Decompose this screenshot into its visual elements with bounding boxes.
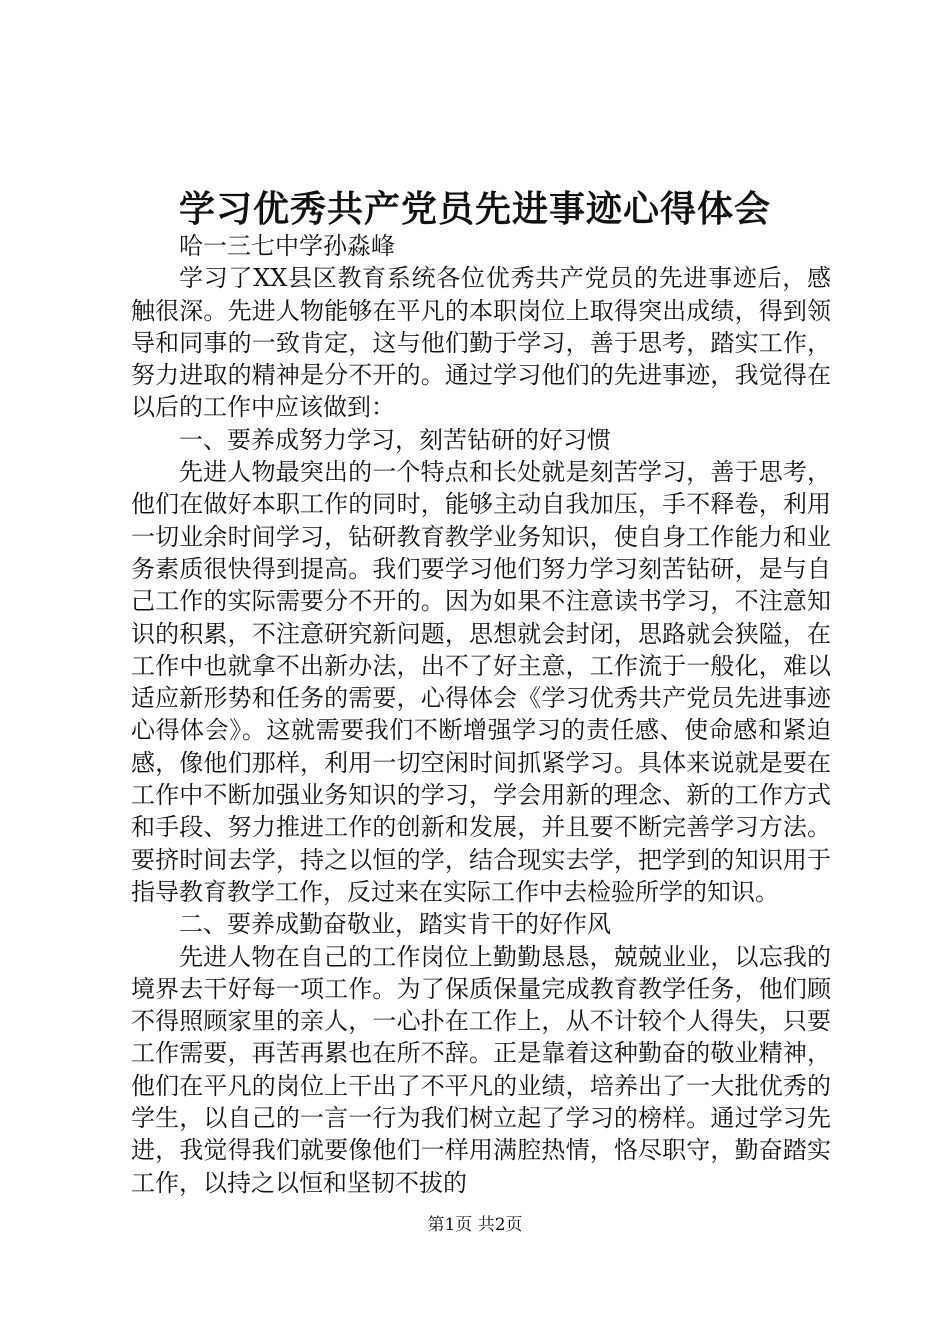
author-line: 哈一三七中学孙淼峰	[179, 232, 395, 260]
section-heading-1: 一、要养成努力学习，刻苦钻研的好习惯	[179, 425, 611, 454]
document-title: 学习优秀共产党员先进事迹心得体会	[178, 188, 771, 230]
intro-paragraph: 学习了XX县区教育系统各位优秀共产党员的先进事迹后，感触很深。先进人物能够在平凡的本职岗位上取得突出成绩，得到领导和同事的一致肯定，这与他们勤于学习，善于思考，踏实工作，努力进取的精神是分不开的。通过学习他们的先进事迹，我觉得在以后的工作中应该做到：	[131, 264, 831, 422]
section-1-paragraph: 先进人物最突出的一个特点和长处就是刻苦学习，善于思考，他们在做好本职工作的同时，能够主动自我加压，手不释卷，利用一切业余时间学习，钻研教育教学业务知识，使自身工作能力和业务素质很快得到提高。我们要学习他们努力学习刻苦钻研，是与自己工作的实际需要分不开的。因为如果不注意读书学习，不注意知识的积累，不注意研究新问题，思想就会封闭，思路就会狭隘，在工作中也就拿不出新办法，出不了好主意，工作流于一般化，难以适应新形势和任务的需要，心得体会《学习优秀共产党员先进事迹心得体会》。这就需要我们不断增强学习的责任感、使命感和紧迫感，像他们那样，利用一切空闲时间抓紧学习。具体来说就是要在工作中不断加强业务知识的学习，学会用新的理念、新的工作方式和手段、努力推进工作的创新和发展，并且要不断完善学习方法。要挤时间去学，持之以恒的学，结合现实去学，把学到的知识用于指导教育教学工作，反过来在实际工作中去检验所学的知识。	[131, 458, 831, 906]
section-2-paragraph: 先进人物在自己的工作岗位上勤勤恳恳，兢兢业业，以忘我的境界去干好每一项工作。为了保质保量完成教育教学任务，他们顾不得照顾家里的亲人，一心扑在工作上，从不计较个人得失，只要工作需要，再苦再累也在所不辞。正是靠着这种勤奋的敬业精神，他们在平凡的岗位上干出了不平凡的业绩，培养出了一大批优秀的学生，以自己的一言一行为我们树立起了学习的榜样。通过学习先进，我觉得我们就要像他们一样用满腔热情，恪尽职守，勤奋踏实工作，以持之以恒和坚韧不拔的	[131, 942, 831, 1197]
section-heading-2: 二、要养成勤奋敬业，踏实肯干的好作风	[179, 910, 611, 939]
page-number-footer: 第1页 共2页	[427, 1215, 523, 1235]
document-body	[131, 230, 831, 1199]
